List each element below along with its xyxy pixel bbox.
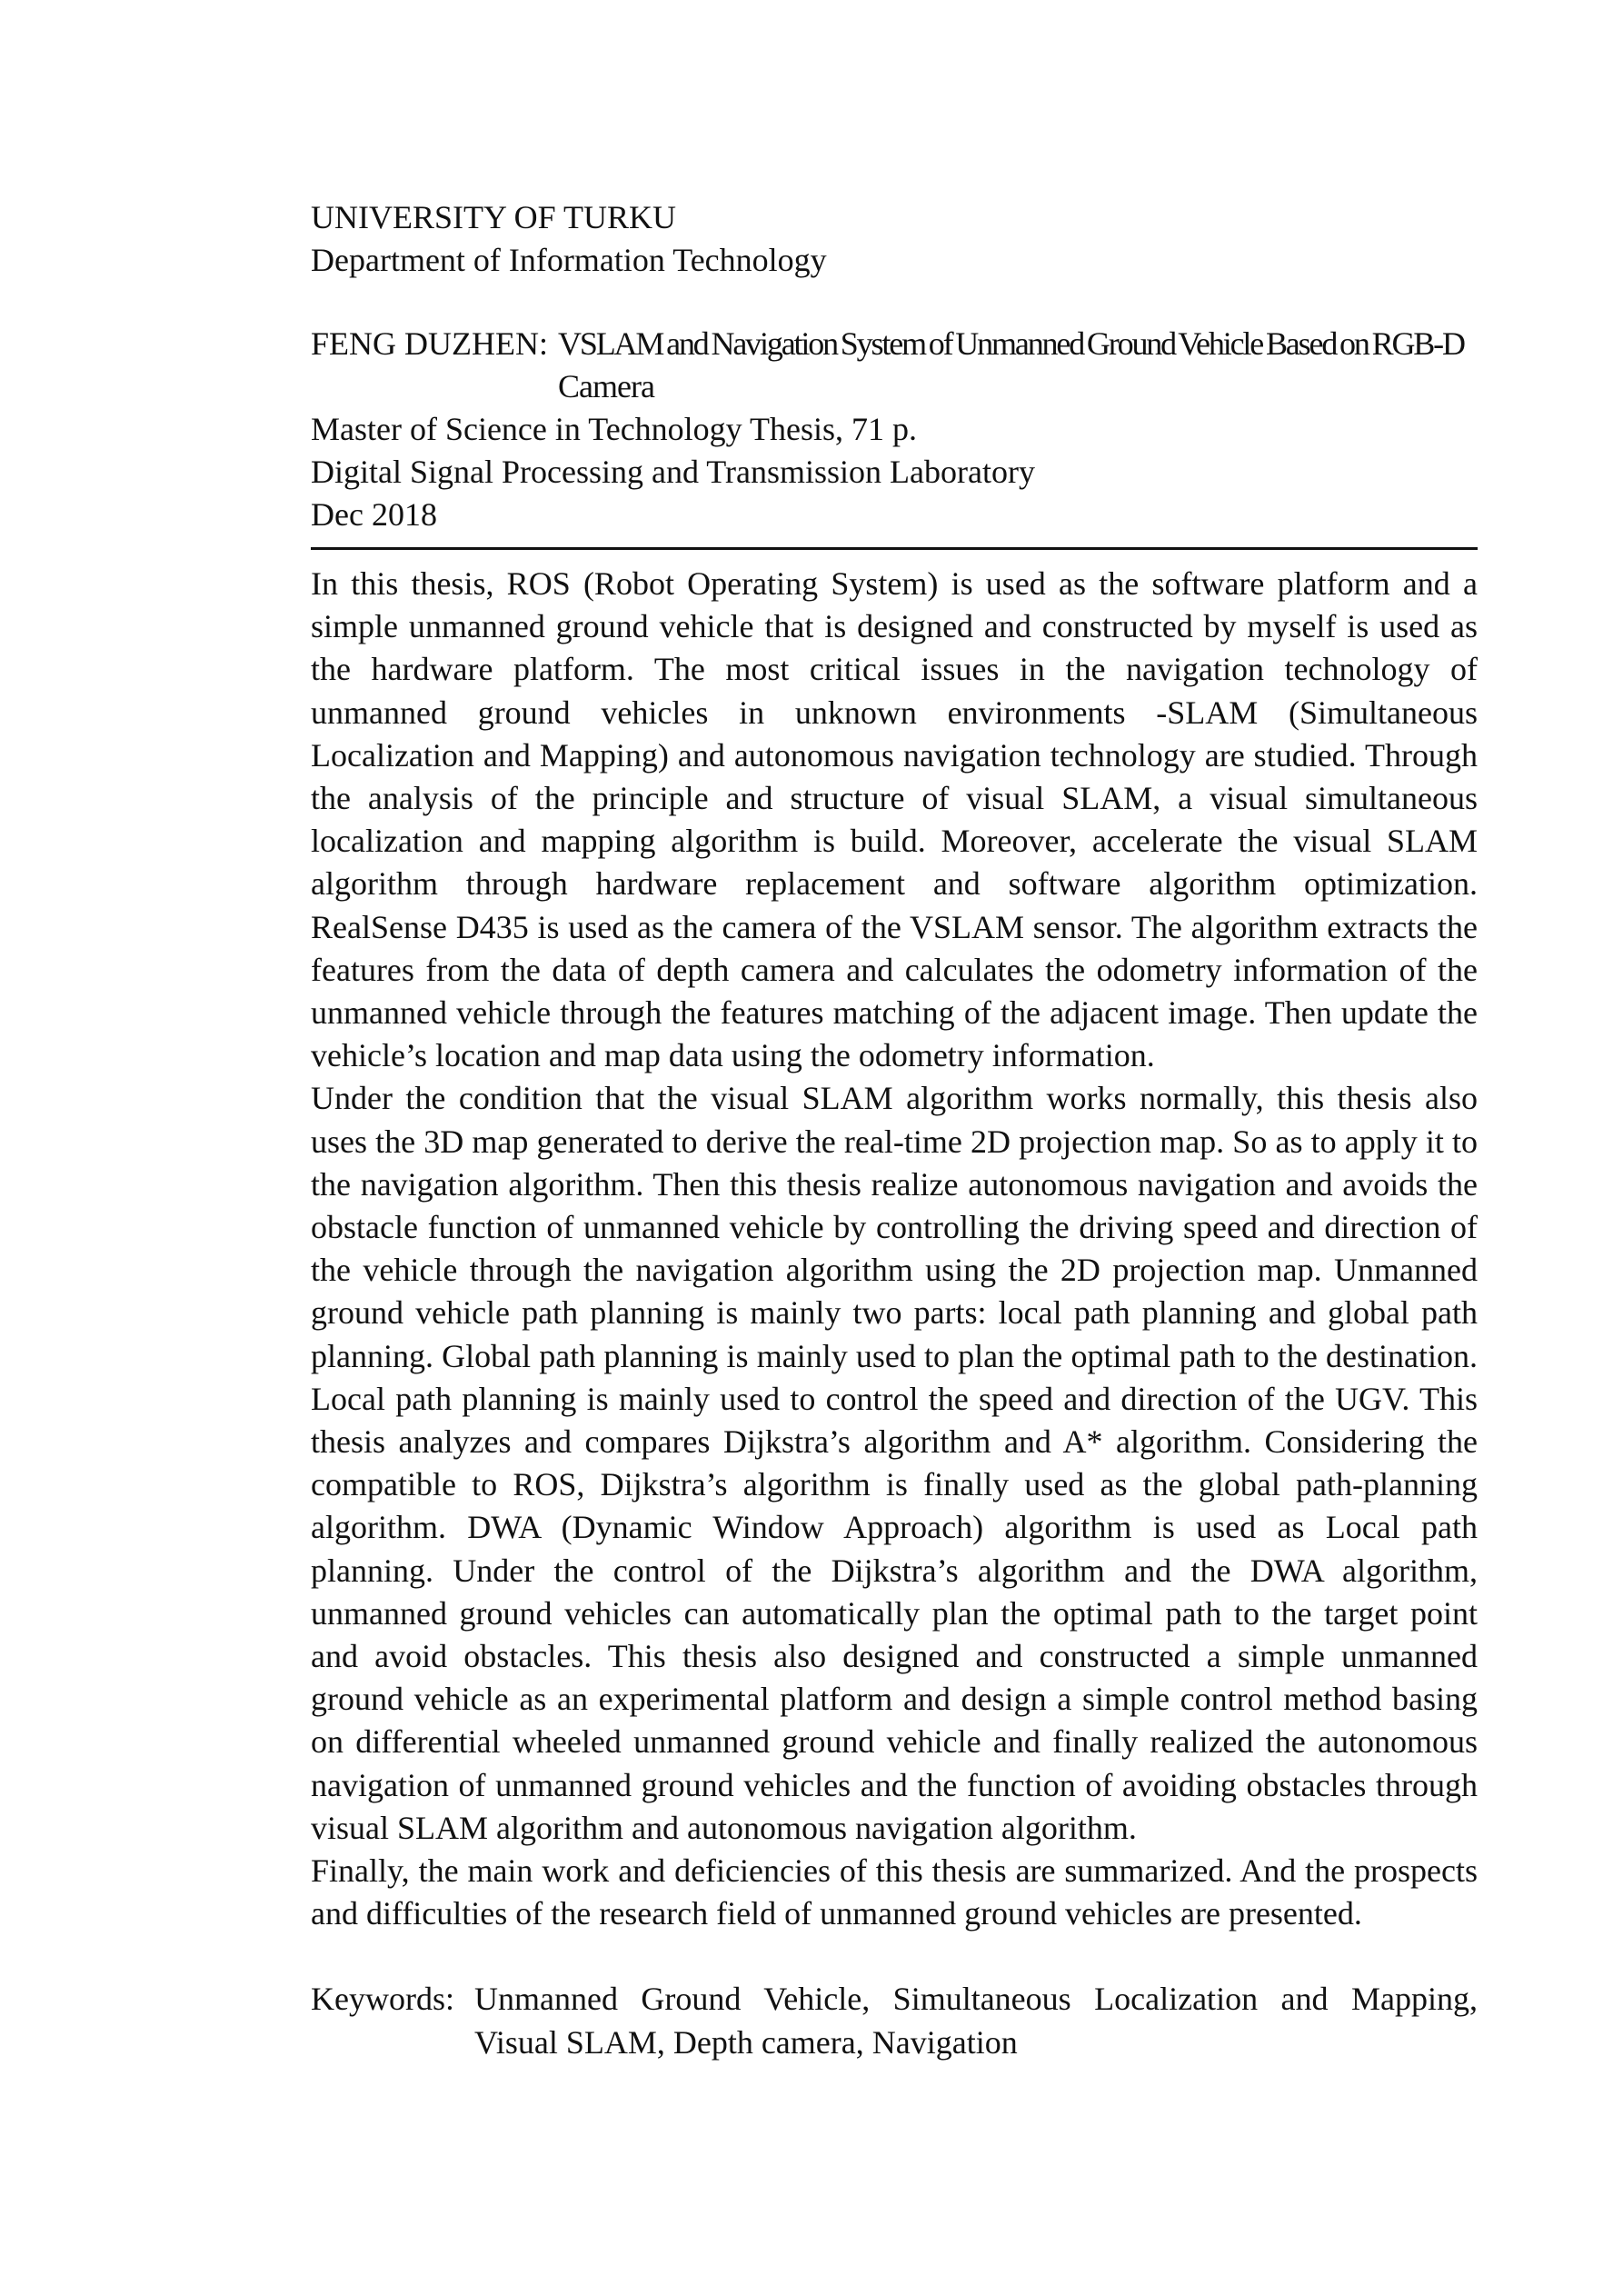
abstract-paragraph-1: In this thesis, ROS (Robot Operating System) is used as the software platform and a simple unmanned ground vehicle that is designed and constructed by myself is used as the hardware platform. The most critical issues in the navigation technology of unmanned ground vehicles in unknown environments -SLAM (Simultaneous Localization and Mapping) and autonomous navigation technology are studied. Through the analysis of the principle and structure of visual SLAM, a visual simultaneous localization and mapping algorithm is build. Moreover, accelerate the visual SLAM algorithm through hardware replacement and software algorithm optimization. RealSense D435 is used as the camera of the VSLAM sensor. The algorithm extracts the features from the data of depth camera and calculates the odometry information of the unmanned vehicle through the features matching of the adjacent image. Then update the vehicle’s location and map data using the odometry information. — [311, 565, 1478, 1074]
department-name: Department of Information Technology — [311, 242, 827, 278]
keywords-list: Unmanned Ground Vehicle, Simultaneous Localization and Mapping, Visual SLAM, Depth camera, Navigation — [474, 1980, 1478, 2061]
degree-info: Master of Science in Technology Thesis, 71 p. — [311, 411, 918, 447]
thesis-title-line-2: Camera — [558, 368, 654, 404]
header-block — [311, 196, 1478, 282]
keywords-label: Keywords: — [311, 1980, 454, 2017]
thesis-title-line-1: VSLAM and Navigation System of Unmanned Ground Vehicle Based on RGB-D — [558, 325, 1464, 362]
abstract-paragraph-3: Finally, the main work and deficiencies of this thesis are summarized. And the prospects and difficulties of the research field of unmanned ground vehicles are presented. — [311, 1852, 1478, 1932]
author-name: FENG DUZHEN: — [311, 325, 548, 362]
abstract-page-content — [311, 196, 1478, 2064]
abstract-paragraph-2: Under the condition that the visual SLAM algorithm works normally, this thesis also uses the 3D map generated to derive the real-time 2D projection map. So as to apply it to the navigation algorithm. Then this thesis realize autonomous navigation and avoids the obstacle function of unmanned vehicle by controlling the driving speed and direction of the vehicle through the navigation algorithm using the 2D projection map. Unmanned ground vehicle path planning is mainly two parts: local path planning and global path planning. Global path planning is mainly used to plan the optimal path to the destination. Local path planning is mainly used to control the speed and direction of the UGV. This thesis analyzes and compares Dijkstra’s algorithm and A* algorithm. Considering the compatible to ROS, Dijkstra’s algorithm is finally used as the global path-planning algorithm. DWA (Dynamic Window Approach) algorithm is used as Local path planning. Under the control of the Dijkstra’s algorithm and the DWA algorithm, unmanned ground vehicles can automatically plan the optimal path to the target point and avoid obstacles. This thesis also designed and constructed a simple unmanned ground vehicle as an experimental platform and design a simple control method basing on differential wheeled unmanned ground vehicle and finally realized the autonomous navigation of unmanned ground vehicles and the function of avoiding obstacles through visual SLAM algorithm and autonomous navigation algorithm. — [311, 1080, 1478, 1846]
thesis-title — [558, 323, 1478, 408]
abstract-body — [311, 563, 1478, 1936]
thesis-date: Dec 2018 — [311, 496, 437, 533]
university-name: UNIVERSITY OF TURKU — [311, 199, 677, 235]
laboratory-name: Digital Signal Processing and Transmission Laboratory — [311, 454, 1035, 490]
keywords-row — [311, 1977, 1478, 2064]
horizontal-rule — [311, 547, 1478, 550]
thesis-title-row — [311, 323, 1478, 408]
